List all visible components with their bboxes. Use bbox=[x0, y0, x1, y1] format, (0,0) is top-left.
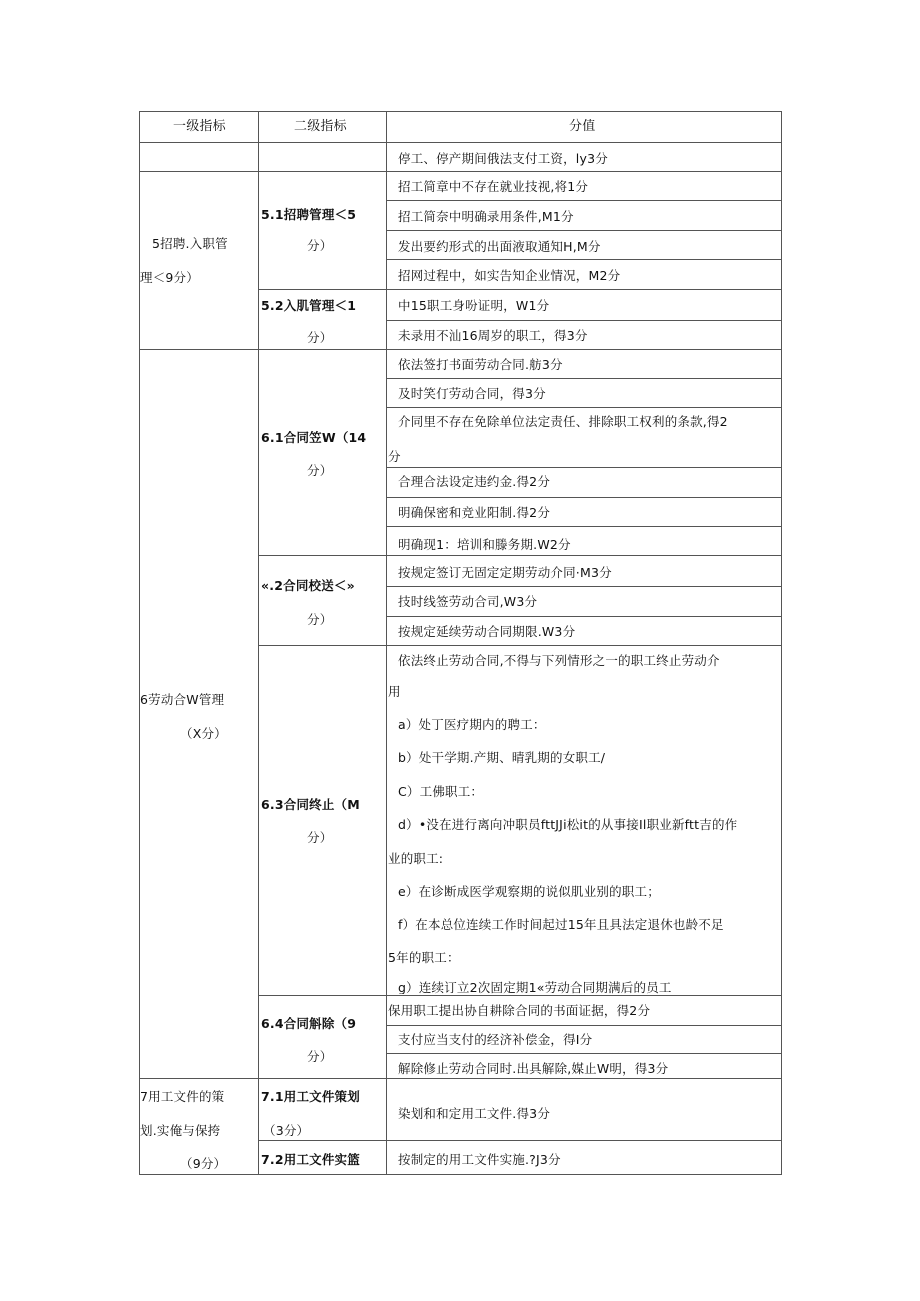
level1-label: 理＜9分） bbox=[140, 270, 199, 285]
score-item: 解除修止劳动合同时.出具解除,媒止W明，得3分 bbox=[398, 1061, 669, 1076]
score-item: 染划和和定用工文件.得3分 bbox=[398, 1106, 551, 1121]
row-divider bbox=[386, 1053, 782, 1054]
score-item: 发出要约形式的出面液取通知H,M分 bbox=[398, 239, 601, 254]
level2-label: 分） bbox=[307, 612, 333, 627]
header-col2: 二级指标 bbox=[294, 119, 347, 134]
row-divider bbox=[258, 289, 782, 290]
row-divider bbox=[386, 526, 782, 527]
level2-label: 7.1用工文件策划 bbox=[261, 1089, 360, 1104]
header-col1: 一级指标 bbox=[173, 119, 226, 134]
level2-label: 5.2入肌管理＜1 bbox=[261, 298, 357, 313]
score-item: 合理合法设定违约金.得2分 bbox=[398, 474, 551, 489]
level1-label: 6劳动合W管理 bbox=[140, 692, 225, 707]
row-divider bbox=[386, 1025, 782, 1026]
level1-label: 7用工文件的策 bbox=[140, 1089, 225, 1104]
score-item: 未录用不汕16周岁的职工，得3分 bbox=[398, 328, 588, 343]
level2-label: 分） bbox=[307, 1049, 333, 1064]
level1-label: （9分） bbox=[180, 1156, 227, 1171]
score-item: C）工佛职工： bbox=[398, 784, 484, 799]
score-item: 5年的职工： bbox=[388, 950, 460, 965]
level2-label: 6.1合同笠W（14 bbox=[261, 430, 367, 445]
score-item: f）在本总位连续工作时间起过15年且具法定退休也龄不足 bbox=[398, 917, 724, 932]
row-divider bbox=[386, 616, 782, 617]
score-item: 技时线签劳动合司,W3分 bbox=[398, 594, 538, 609]
score-item: 依法签打书面劳动合同.舫3分 bbox=[398, 357, 563, 372]
score-item: 分 bbox=[388, 449, 401, 464]
row-divider bbox=[386, 407, 782, 408]
score-item: g）连续订立2次固定期1«劳动合同期满后的员工 bbox=[398, 980, 672, 994]
score-item: 业的职工: bbox=[388, 851, 444, 866]
score-item: 支付应当支付的经济补偿金，得I分 bbox=[398, 1032, 593, 1047]
level2-label: 分） bbox=[307, 830, 333, 845]
score-item: 按规定延续劳动合同期限.W3分 bbox=[398, 624, 576, 639]
score-item: 及时笑仃劳动合同，得3分 bbox=[398, 386, 546, 401]
level1-label: （X分） bbox=[180, 726, 227, 741]
row-divider bbox=[386, 320, 782, 321]
score-item: 按制定的用工文件实施.?J3分 bbox=[398, 1152, 561, 1167]
row-divider bbox=[386, 200, 782, 201]
score-item: 停工、停产期间俄法支付工资，ly3分 bbox=[398, 151, 608, 166]
column-divider-1 bbox=[258, 111, 259, 1175]
level2-label: （3分） bbox=[263, 1123, 310, 1138]
level2-label: 6.4合同斛除（9 bbox=[261, 1016, 357, 1031]
level2-label: «.2合同校送＜» bbox=[261, 578, 355, 593]
score-item: 中15职工身吩证明，W1分 bbox=[398, 298, 550, 313]
level2-label: 分） bbox=[307, 463, 333, 478]
score-item: 介同里不存在免除单位法定责任、排除职工权利的条款,得2 bbox=[398, 414, 728, 429]
row-divider bbox=[386, 586, 782, 587]
score-item: 保用职工提出协自耕除合同的书面证据，得2分 bbox=[388, 1003, 651, 1018]
row-divider bbox=[386, 230, 782, 231]
score-item: 招网过程中，如实告知企业情况，M2分 bbox=[398, 268, 621, 283]
score-item: 按规定签订无固定定期劳动介同·M3分 bbox=[398, 565, 612, 580]
score-item: 招工简奈中明确录用条件,M1分 bbox=[398, 209, 574, 224]
score-item: d）•没在进行离向冲职员fttJJi松it的从事接Il职业新ftt吉的作 bbox=[398, 817, 738, 832]
score-item: 明确现1：培训和滕务期.W2分 bbox=[398, 537, 571, 552]
clipped-item bbox=[398, 980, 778, 994]
score-item: 用 bbox=[388, 684, 401, 699]
row-divider bbox=[139, 171, 782, 172]
level1-label: 划.实俺与保挎 bbox=[140, 1123, 221, 1138]
row-divider bbox=[386, 378, 782, 379]
row-divider bbox=[258, 645, 782, 646]
level2-label: 6.3合同终止（M bbox=[261, 797, 360, 812]
level2-label: 7.2用工文件实篮 bbox=[261, 1152, 360, 1167]
row-divider bbox=[386, 259, 782, 260]
score-item: 明确保密和竞业阳制.得2分 bbox=[398, 505, 551, 520]
row-divider bbox=[258, 1140, 782, 1141]
row-divider bbox=[139, 142, 782, 143]
score-item: b）处干学期.产期、晴乳期的女职工/ bbox=[398, 750, 606, 765]
row-divider bbox=[139, 1078, 782, 1079]
row-divider bbox=[258, 555, 782, 556]
column-divider-2 bbox=[386, 111, 387, 1175]
level2-label: 分） bbox=[307, 238, 333, 253]
level2-label: 5.1招聘管理＜5 bbox=[261, 207, 357, 222]
level2-label: 分） bbox=[307, 330, 333, 345]
score-item: 依法终止劳动合同,不得与下列情形之一的职工终止劳动介 bbox=[398, 653, 720, 668]
score-item: 招工简章中不存在就业技视,将1分 bbox=[398, 179, 589, 194]
row-divider bbox=[386, 497, 782, 498]
row-divider bbox=[258, 995, 782, 996]
row-divider bbox=[139, 349, 782, 350]
score-item: e）在诊断成医学观察期的说似肌业别的职工； bbox=[398, 884, 660, 899]
row-divider bbox=[386, 467, 782, 468]
header-col3: 分值 bbox=[569, 119, 596, 134]
level1-label: 5招聘.入职管 bbox=[152, 236, 228, 251]
score-item: a）处丁医疗期内的聘工： bbox=[398, 717, 546, 732]
